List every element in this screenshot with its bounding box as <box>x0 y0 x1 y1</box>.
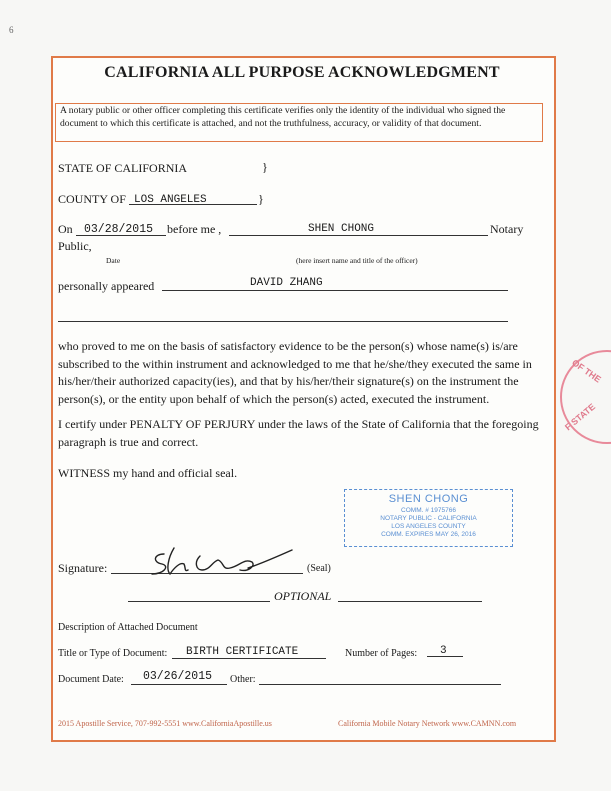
officer-caption: (here insert name and title of the officer) <box>296 256 418 265</box>
county-value[interactable]: LOS ANGELES <box>134 194 207 206</box>
pages-label: Number of Pages: <box>345 648 418 659</box>
footer-right: California Mobile Notary Network www.CAMNN.com <box>338 719 517 728</box>
certify-paragraph: I certify under PENALTY OF PERJURY under the laws of the State of California that the foregoing paragraph is true and correct. <box>58 417 539 449</box>
state-label: STATE OF CALIFORNIA <box>58 161 188 175</box>
doc-title-value[interactable]: BIRTH CERTIFICATE <box>186 646 299 658</box>
stamp-line-1: COMM. # 1975766 <box>401 507 456 514</box>
state-bracket: } <box>262 160 268 174</box>
side-seal-top-text: OF THE <box>570 357 603 385</box>
county-bracket: } <box>258 192 264 206</box>
stamp-line-2: NOTARY PUBLIC - CALIFORNIA <box>380 515 477 522</box>
signature-label: Signature: <box>58 561 108 575</box>
doc-date-label: Document Date: <box>58 674 124 685</box>
notary-label: Notary <box>490 222 524 236</box>
optional-label: OPTIONAL <box>274 589 332 603</box>
appeared-value[interactable]: DAVID ZHANG <box>250 277 323 289</box>
proof-paragraph: who proved to me on the basis of satisfactory evidence to be the person(s) whose name(s) is/are subscribed to the within instrument and acknowledged to me that he/she/they executed the same in his/her/their authorized capacity(ies), and that by his/her/their signature(s) on the instrument the person(s), or the entity upon behalf of which the person(s) acted, executed the instrument. <box>58 339 532 406</box>
stamp-line-4: COMM. EXPIRES MAY 26, 2016 <box>381 531 476 538</box>
county-label: COUNTY OF <box>58 192 126 206</box>
optional-line-left <box>128 601 270 602</box>
notice-box: A notary public or other officer completing this certificate verifies only the identity of the individual who signed the document to which this certificate is attached, and not the truthfulness, accuracy, or validity of that document. <box>55 103 543 142</box>
before-me-label: before me , <box>167 222 222 236</box>
stamp-name: SHEN CHONG <box>388 493 469 505</box>
witness-text: WITNESS my hand and official seal. <box>58 466 238 480</box>
doc-title-label: Title or Type of Document: <box>58 648 168 659</box>
other-line[interactable] <box>259 684 501 685</box>
appeared-line-2 <box>58 321 508 322</box>
officer-line <box>229 235 488 236</box>
stamp-line-3: LOS ANGELES COUNTY <box>391 523 466 530</box>
notary-stamp <box>344 489 513 547</box>
optional-line-right <box>338 601 482 602</box>
footer-left: 2015 Apostille Service, 707-992-5551 www.CaliforniaApostille.us <box>58 719 272 728</box>
date-caption: Date <box>106 256 121 265</box>
public-label: Public, <box>58 239 92 253</box>
on-label: On <box>58 222 73 236</box>
side-seal-bottom-text: F STATE <box>563 401 598 433</box>
page-title: CALIFORNIA ALL PURPOSE ACKNOWLEDGMENT <box>104 64 500 81</box>
doc-date-line <box>131 684 227 685</box>
signature-scribble[interactable] <box>140 540 300 580</box>
description-label: Description of Attached Document <box>58 622 198 633</box>
officer-value[interactable]: SHEN CHONG <box>308 223 375 235</box>
side-seal <box>560 350 611 444</box>
appeared-line <box>162 290 508 291</box>
other-label: Other: <box>230 674 256 685</box>
ack-date-value[interactable]: 03/28/2015 <box>84 223 154 236</box>
seal-label: (Seal) <box>307 563 331 574</box>
margin-mark: 6 <box>9 25 14 35</box>
appeared-label: personally appeared <box>58 279 155 293</box>
doc-title-line <box>172 658 326 659</box>
pages-value[interactable]: 3 <box>440 645 447 657</box>
doc-date-value[interactable]: 03/26/2015 <box>143 670 213 683</box>
